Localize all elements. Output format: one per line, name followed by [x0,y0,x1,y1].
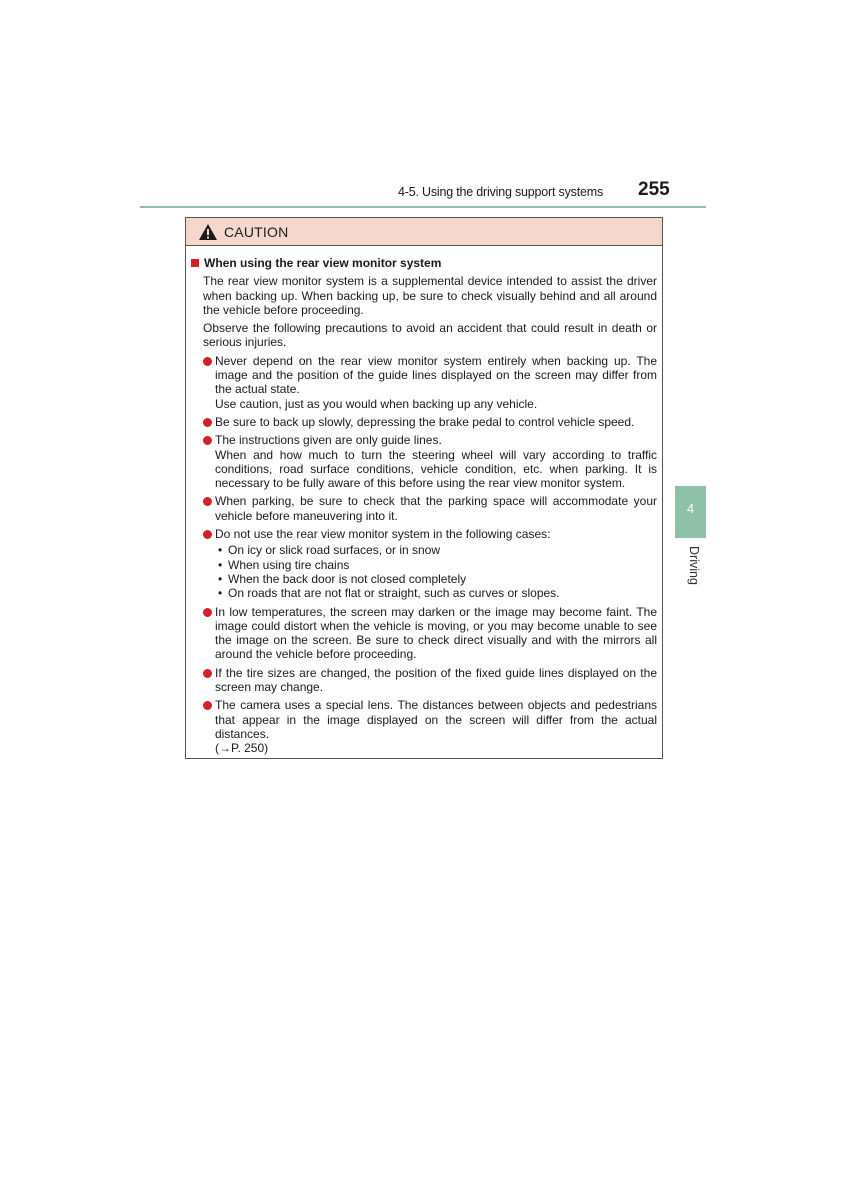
chapter-label: Driving [687,546,701,585]
caution-body [186,246,662,756]
sub-list-item [218,572,657,586]
list-item [203,415,657,429]
section-heading-text: When using the rear view monitor system [204,256,442,270]
list-item-note: When and how much to turn the steering wheel will vary according to traffic conditions, road surface conditions, vehicle condition, etc. when parking. It is necessary to be fully aware of this before using the rear view monitor system. [215,447,657,491]
list-item-text: The instructions given are only guide lines. [215,433,442,448]
intro-paragraph: The rear view monitor system is a supplemental device intended to assist the driver when backing up. When backing up, be sure to check visually behind and all around the vehicle before proceeding. [203,274,657,317]
list-item [203,527,657,541]
intro-paragraph: Observe the following precautions to avoid an accident that could result in death or serious injuries. [203,321,657,350]
chapter-tab: 4 [675,486,706,538]
red-dot-icon [203,418,212,427]
list-item [203,354,657,411]
sub-list-item-text: On icy or slick road surfaces, or in snow [228,543,441,558]
red-dot-icon [203,436,212,445]
sub-list-item-text: When the back door is not closed completely [228,571,467,586]
sub-list-item-text: On roads that are not flat or straight, such as curves or slopes. [228,586,560,601]
small-bullet-icon: • [218,571,223,586]
list-item-text: When parking, be sure to check that the parking space will accommodate your vehicle before maneuvering into it. [215,494,657,523]
list-item [203,666,657,695]
caution-header [186,218,662,246]
list-item [203,698,657,755]
section-heading [190,256,657,270]
list-item-text: In low temperatures, the screen may darken or the image may become faint. The image could distort when the vehicle is moving, or you may become unable to see the image on the screen. Be sure to check direct visually and with the mirrors all around the vehicle before proceeding. [215,604,657,662]
sub-list-item [218,558,657,572]
list-item-note: Use caution, just as you would when backing up any vehicle. [215,396,538,411]
list-item-text: Do not use the rear view monitor system in the following cases: [215,527,551,542]
warning-triangle-icon [198,223,218,241]
list-item [203,433,657,490]
red-dot-icon [203,357,212,366]
list-item-text: If the tire sizes are changed, the position of the fixed guide lines displayed on the screen may change. [215,665,657,695]
small-bullet-icon: • [218,543,223,558]
page-number: 255 [638,179,670,200]
red-dot-icon [203,669,212,678]
small-bullet-icon: • [218,557,223,572]
list-item [203,494,657,523]
list-item-text: Never depend on the rear view monitor system entirely when backing up. The image and the position of the guide lines displayed on the screen may differ from the actual state. [215,353,657,397]
running-header-title: 4-5. Using the driving support systems [398,185,603,199]
list-item-text: The camera uses a special lens. The distances between objects and pedestrians that appear in the image displayed on the screen will differ from the actual distances. [215,698,657,741]
header-divider [140,206,706,208]
red-square-icon [191,259,199,267]
red-dot-icon [203,701,212,710]
red-dot-icon [203,608,212,617]
list-item [203,605,657,662]
caution-label: CAUTION [224,223,289,240]
page-reference-link[interactable]: (→P. 250) [215,741,269,756]
sub-list-item [218,543,657,557]
sub-list-item [218,586,657,600]
red-dot-icon [203,497,212,506]
list-item-text: Be sure to back up slowly, depressing the brake pedal to control vehicle speed. [215,414,635,429]
sub-list-item-text: When using tire chains [228,557,350,572]
small-bullet-icon: • [218,586,223,601]
caution-box [185,217,663,759]
red-dot-icon [203,530,212,539]
